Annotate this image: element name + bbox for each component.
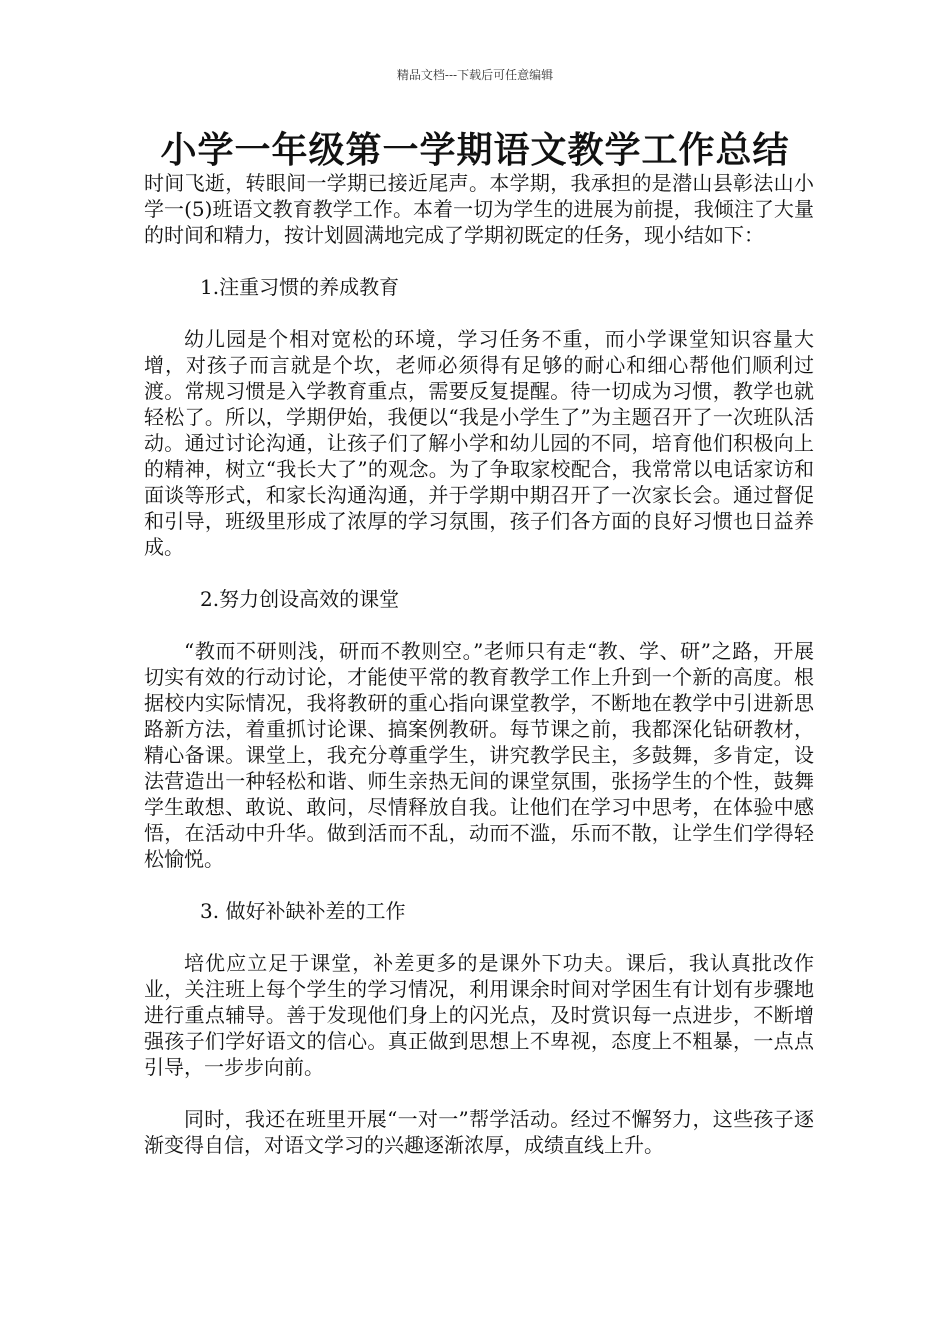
document-title: 小学一年级第一学期语文教学工作总结 [160, 129, 790, 171]
section-3-paragraph: 培优应立足于课堂，补差更多的是课外下功夫。课后，我认真批改作业，关注班上每个学生的学习情况，利用课余时间对学困生有计划有步骤地进行重点辅导。善于发现他们身上的闪光点，及时赏识每一点进步，不断增强孩子们学好语文的信心。真正做到思想上不卑视，态度上不粗暴，一点点引导，一步步向前。 [144, 951, 814, 1079]
spacer [144, 612, 814, 638]
spacer [144, 560, 814, 586]
spacer [144, 248, 814, 274]
document-body [144, 170, 814, 1158]
spacer [144, 924, 814, 950]
section-1-paragraph: 幼儿园是个相对宽松的环境，学习任务不重，而小学课堂知识容量大增，对孩子而言就是个坎，老师必须得有足够的耐心和细心帮他们顺利过渡。常规习惯是入学教育重点，需要反复提醒。待一切成为习惯，教学也就轻松了。所以，学期伊始，我便以“我是小学生了”为主题召开了一次班队活动。通过讨论沟通，让孩子们了解小学和幼儿园的不同，培育他们积极向上的精神，树立“我长大了”的观念。为了争取家校配合，我常常以电话家访和面谈等形式，和家长沟通沟通，并于学期中期召开了一次家长会。通过督促和引导，班级里形成了浓厚的学习氛围，孩子们各方面的良好习惯也日益养成。 [144, 327, 814, 559]
intro-paragraph: 时间飞逝，转眼间一学期已接近尾声。本学期，我承担的是潜山县彰法山小学一(5)班语文教育教学工作。本着一切为学生的进展为前提，我倾注了大量的时间和精力，按计划圆满地完成了学期初既定的任务，现小结如下： [144, 171, 814, 247]
section-2-paragraph: “教而不研则浅，研而不教则空。”老师只有走“教、学、研”之路，开展切实有效的行动讨论，才能使平常的教育教学工作上升到一个新的高度。根据校内实际情况，我将教研的重心指向课堂教学，不断地在教学中引进新思路新方法，着重抓讨论课、搞案例教研。每节课之前，我都深化钻研教材，精心备课。课堂上，我充分尊重学生，讲究教学民主，多鼓舞，多肯定，设法营造出一种轻松和谐、师生亲热无间的课堂氛围，张扬学生的个性，鼓舞学生敢想、敢说、敢问，尽情释放自我。让他们在学习中思考，在体验中感悟，在活动中升华。做到活而不乱，动而不滥，乐而不散，让学生们学得轻松愉悦。 [144, 639, 814, 871]
header-note: 精品文档---下载后可任意编辑 [396, 68, 554, 82]
section-2-heading: 2.努力创设高效的课堂 [200, 587, 400, 611]
spacer [144, 872, 814, 898]
closing-paragraph: 同时，我还在班里开展“一对一”帮学活动。经过不懈努力，这些孩子逐渐变得自信，对语文学习的兴趣逐渐浓厚，成绩直线上升。 [144, 1107, 814, 1157]
section-3-heading: 3. 做好补缺补差的工作 [200, 899, 406, 923]
section-1-heading: 1.注重习惯的养成教育 [200, 275, 400, 299]
spacer [144, 1080, 814, 1106]
spacer [144, 300, 814, 326]
